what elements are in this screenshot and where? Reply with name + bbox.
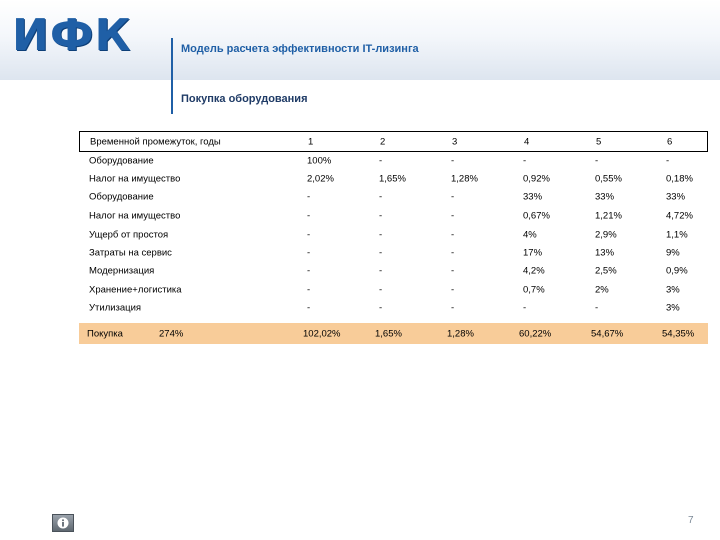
row-value: - (379, 210, 383, 221)
row-value: 2,5% (595, 265, 617, 277)
row-value: - (307, 302, 311, 314)
table-row (79, 299, 708, 317)
table-row (79, 280, 708, 299)
row-value: - (451, 191, 455, 203)
header-label: Временной промежуток, годы (90, 136, 221, 147)
total-value: 60,22% (519, 328, 552, 339)
total-sum: 274% (159, 328, 184, 339)
header-year-6: 6 (667, 136, 673, 147)
row-value: 4% (523, 229, 537, 240)
row-value: - (307, 229, 311, 240)
row-value: - (523, 155, 527, 167)
table-header-row (79, 131, 708, 152)
table-row (79, 262, 708, 280)
row-value: - (379, 155, 383, 167)
total-label: Покупка (87, 328, 123, 339)
row-label: Налог на имущество (89, 210, 181, 221)
page-subtitle: Покупка оборудования (181, 93, 308, 105)
row-value: 2% (595, 284, 609, 295)
row-value: - (523, 302, 527, 314)
data-table (79, 131, 708, 344)
header-divider (171, 38, 173, 114)
row-value: - (379, 265, 383, 277)
total-value: 1,28% (447, 328, 474, 339)
row-value: 1,21% (595, 210, 622, 221)
total-value: 54,67% (591, 328, 624, 339)
company-logo: ИФК (12, 10, 132, 61)
row-value: - (307, 265, 311, 277)
row-label: Оборудование (89, 155, 154, 167)
row-value: 17% (523, 247, 543, 259)
row-value: - (379, 191, 383, 203)
row-value: 33% (666, 191, 686, 203)
table-row (79, 225, 708, 244)
table-row (79, 188, 708, 206)
info-icon[interactable] (52, 514, 74, 532)
row-value: - (666, 155, 670, 167)
row-value: 9% (666, 247, 680, 259)
row-value: 0,92% (523, 173, 550, 185)
row-value: - (307, 191, 311, 203)
row-value: 0,7% (523, 284, 545, 295)
row-value: 3% (666, 302, 680, 314)
row-value: 1,28% (451, 173, 478, 185)
row-label: Налог на имущество (89, 173, 181, 185)
row-value: 100% (307, 155, 332, 167)
row-value: 13% (595, 247, 615, 259)
row-value: 33% (595, 191, 615, 203)
row-value: 2,02% (307, 173, 334, 185)
table-row (79, 152, 708, 170)
row-label: Ущерб от простоя (89, 229, 169, 240)
table-row (79, 244, 708, 262)
row-value: - (307, 210, 311, 221)
row-value: - (379, 302, 383, 314)
row-value: - (307, 247, 311, 259)
header-year-2: 2 (380, 136, 386, 147)
header-year-4: 4 (524, 136, 530, 147)
row-value: - (451, 302, 455, 314)
row-value: - (451, 229, 455, 240)
page-title: Модель расчета эффективности IT-лизинга (181, 43, 419, 55)
row-value: 0,67% (523, 210, 550, 221)
row-value: - (451, 265, 455, 277)
row-label: Затраты на сервис (89, 247, 172, 259)
total-row (79, 323, 708, 344)
row-label: Оборудование (89, 191, 154, 203)
row-value: 1,65% (379, 173, 406, 185)
row-value: - (451, 247, 455, 259)
row-value: 33% (523, 191, 543, 203)
row-value: - (595, 302, 599, 314)
info-glyph-icon (57, 517, 69, 529)
row-label: Модернизация (89, 265, 155, 277)
row-value: - (379, 284, 383, 295)
row-value: 0,9% (666, 265, 688, 277)
page-number: 7 (688, 515, 694, 526)
row-value: 4,2% (523, 265, 545, 277)
row-value: - (307, 284, 311, 295)
row-value: 2,9% (595, 229, 617, 240)
total-value: 54,35% (662, 328, 695, 339)
row-value: - (379, 247, 383, 259)
row-value: 3% (666, 284, 680, 295)
total-value: 1,65% (375, 328, 402, 339)
row-value: - (451, 210, 455, 221)
table-row (79, 206, 708, 225)
row-value: 1,1% (666, 229, 688, 240)
row-value: - (595, 155, 599, 167)
row-label: Хранение+логистика (89, 284, 182, 295)
row-value: - (451, 284, 455, 295)
header-year-5: 5 (596, 136, 602, 147)
row-value: 0,18% (666, 173, 693, 185)
row-value: 4,72% (666, 210, 693, 221)
row-label: Утилизация (89, 302, 142, 314)
row-value: 0,55% (595, 173, 622, 185)
total-value: 102,02% (303, 328, 341, 339)
header-year-3: 3 (452, 136, 458, 147)
header-year-1: 1 (308, 136, 314, 147)
table-row (79, 170, 708, 188)
row-value: - (451, 155, 455, 167)
row-value: - (379, 229, 383, 240)
